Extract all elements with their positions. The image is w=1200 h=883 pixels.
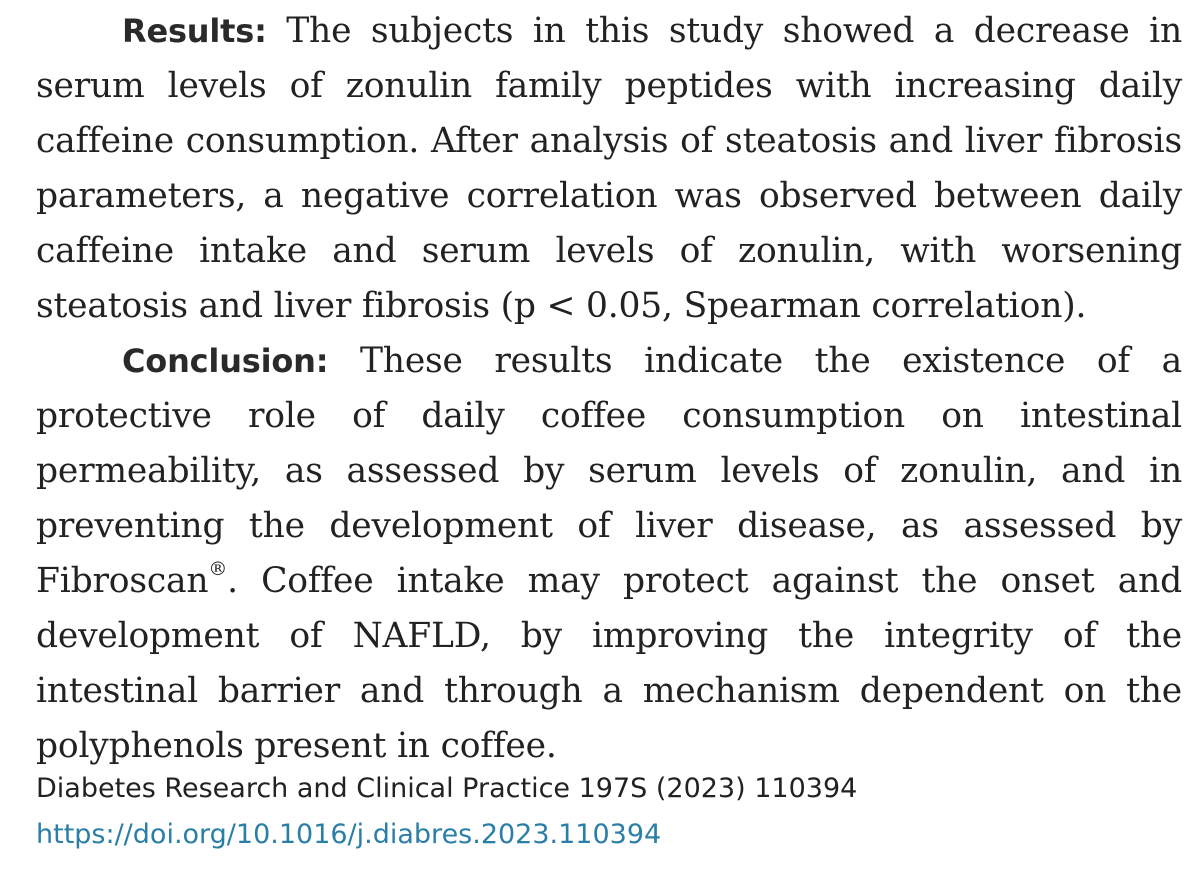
conclusion-text-part2: . Coffee intake may protect against the onset and development of NAFLD, by improving the integrity of the intestinal barrier and through a mechanism dependent on the polyphenols present in coffee. xyxy=(36,561,1182,766)
conclusion-paragraph xyxy=(36,334,1182,774)
results-label: Results: xyxy=(122,12,267,50)
conclusion-text-part1: These results indicate the existence of a protective role of daily coffee consumption on intestinal permeability, as assessed by serum levels of zonulin, and in preventing the development of liver disease, as assessed by Fibroscan xyxy=(36,341,1182,601)
doi-link[interactable]: https://doi.org/10.1016/j.diabres.2023.110394 xyxy=(36,819,662,850)
results-text: The subjects in this study showed a decrease in serum levels of zonulin family peptides with increasing daily caffeine consumption. After analysis of steatosis and liver fibrosis parameters, a negative correlation was observed between daily caffeine intake and serum levels of zonulin, with worsening steatosis and liver fibrosis (p < 0.05, Spearman correlation). xyxy=(36,11,1182,326)
registered-trademark-mark: ® xyxy=(208,557,228,580)
results-paragraph xyxy=(36,0,1182,334)
conclusion-label: Conclusion: xyxy=(122,342,329,380)
journal-citation: Diabetes Research and Clinical Practice 197S (2023) 110394 xyxy=(36,773,858,804)
abstract-body xyxy=(36,0,1182,774)
